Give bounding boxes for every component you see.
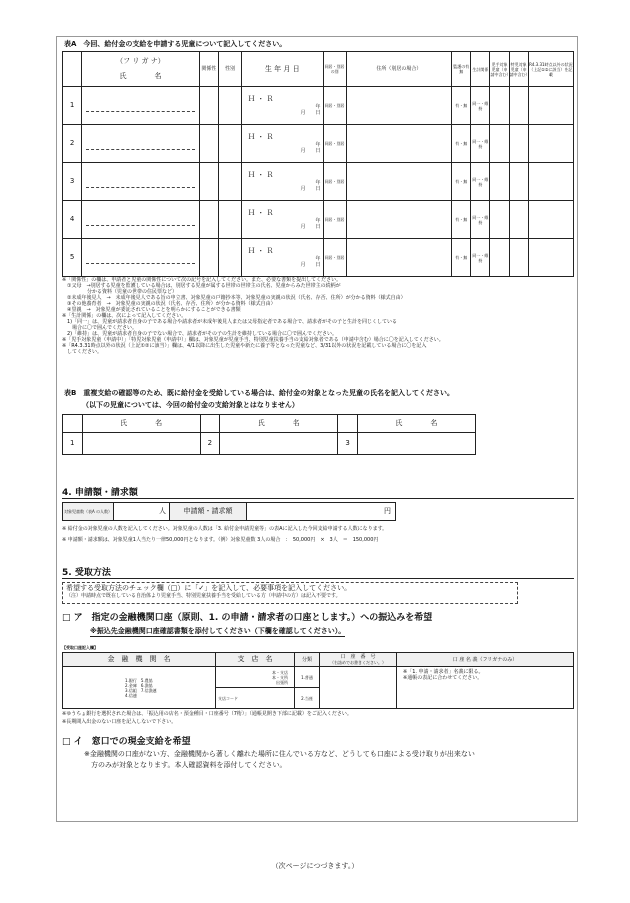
relation-header: 関係性 — [199, 52, 218, 87]
table-b: 氏 名 氏 名 氏 名 1 2 3 — [62, 414, 476, 455]
type-checking[interactable]: 2.当座 — [295, 688, 320, 709]
table-row: 1 Ｈ ・ Ｒ 年 月 日 同居・別居 有・無 同一・維持 — [63, 87, 574, 125]
table-row: 5 Ｈ ・ Ｒ 年 月 日 同居・別居 有・無 同一・維持 — [63, 239, 574, 277]
address-field[interactable] — [346, 87, 452, 125]
type-ordinary[interactable]: 1.普通 — [295, 667, 320, 688]
table-a — [62, 51, 574, 277]
option-a-checkbox[interactable]: □ ア 指定の金融機関口座（原則、1. の申請・請求者の口座とします。）への振込みを希望 — [62, 613, 433, 623]
table-a-notes: ※「関係性」の欄は、申請者と児童の関係性について次の記号を記入してください。また、必要な書類を提出してください。 ①父母 →別居する児童を監護している場合は、別居する児童が属する世帯の世帯主の氏名、児童からみた世帯主の続柄が 分かる資料（児童の世帯の住民票など） ②未成年後見人 → 未成年後見人である旨の申立書、対象児童の戸籍抄本等、対象児童の実親の状況（氏名、存否、住所）が分かる資料（様式自由） ③その他養育者 → 対象児童の実親の状況（氏名、存否、住所）が分かる資料（様式自由） ④里親 → 対象児童が委託されていることを明らかにすることができる書類 ※「生計関係」の欄は、次によって記入してください。 1)「同一」は、児童が請求者自身の子である場合や請求者が未成年後見人または父母指定者である場合で、請求者がその子と生計を同じくしている 場合に〇で囲んでください。 2)「維持」は、児童が請求者自身の子でない場合で、請求者がその子の生計を維持している場合に〇で囲んでください。 ※「児手対象児童（申請中）」「特児対象児童（申請中）」欄は、対象児童が児童手当、特別児童扶養手当の支給対象者である（申請中含む）場合に〇を記入してください。 ※「R4.3.31時点以外の状況（上記①②に該当）」欄は、4/1以降に出生した児童や新たに養子等となった児童など、3/31以外の状況を記載している場合に〇を記入 してください。 — [62, 277, 444, 355]
prior-child-name-2[interactable] — [220, 433, 338, 455]
section-4-title: 4. 申請額・請求額 — [62, 485, 574, 499]
amount-field[interactable]: 円 — [247, 503, 396, 521]
bank-account-table: 金 融 機 関 名 支 店 名 分類 口 座 番 号 （右詰めでお書きください。） 口 座 名 義（フリガナのみ） 1.銀行 5.農協 2.金庫 6.漁協 3.信組 7.信漁連 4.信連 本・支店 本・支所 出張所 1.普通 ※「1. 申請・請求者」名義に限る。 ※通帳の表記に合わせてください。 支店コード 2.当座 — [62, 652, 574, 709]
table-b-title: 表B 重複支給の確認等のため、既に給付金を受給している場合は、給付金の対象となった児童の氏名を記入してください。 — [64, 389, 455, 397]
gender-header: 性別 — [218, 52, 241, 87]
dob-field[interactable]: Ｈ ・ Ｒ 年 月 日 — [242, 87, 323, 125]
section-5-title: 5. 受取方法 — [62, 565, 574, 579]
gender-field[interactable] — [218, 87, 241, 125]
amount-table: 対象児童数（表A の人数） 人 申請額・請求額 円 — [62, 502, 396, 521]
child-name-field[interactable] — [82, 87, 200, 125]
instruction-box: 希望する受取方法のチェック欄（□）に「✓」を記入して、必要事項を記入してください。 （注）申請時点で既在している自治体より児童手当、特別児童扶養手当を受給している方（申請中の方）は記入不要です。 — [62, 582, 518, 604]
address-header: 住所（別居の場合） — [346, 52, 452, 87]
option-i-checkbox[interactable]: □ イ 窓口での現金支給を希望 — [62, 737, 191, 747]
dob-header: 生 年 月 日 — [242, 52, 323, 87]
livelihood-header: 生計関係 — [471, 52, 490, 87]
status-header: R4.3.31時点以外の状況（上記①②に該当）を記載 — [528, 52, 573, 87]
table-row: 4 Ｈ ・ Ｒ 年 月 日 同居・別居 有・無 同一・維持 — [63, 201, 574, 239]
name-header: 氏 名 — [119, 72, 162, 80]
branch-code-field[interactable]: 支店コード — [216, 688, 295, 709]
prior-child-name-1[interactable] — [82, 433, 200, 455]
child-allowance-header: 児手対象児童（申請中含む） — [490, 52, 509, 87]
cohabit-header: 同居・別居の別 — [323, 52, 346, 87]
table-a-title: 表A 今回、給付金の支給を申請する児童について記入してください。 — [64, 40, 287, 48]
continued-footer: （次ページにつづきます。） — [271, 862, 359, 870]
relation-field[interactable] — [199, 87, 218, 125]
child-count-field[interactable]: 人 — [114, 503, 170, 521]
table-row: 3 Ｈ ・ Ｒ 年 月 日 同居・別居 有・無 同一・維持 — [63, 163, 574, 201]
table-b-subtitle: （以下の児童については、今回の給付金の支給対象とはなりません） — [82, 401, 299, 409]
bank-name-field[interactable]: 1.銀行 5.農協 2.金庫 6.漁協 3.信組 7.信漁連 4.信連 — [63, 667, 216, 709]
account-number-field[interactable] — [320, 667, 397, 709]
branch-name-field[interactable]: 本・支店 本・支所 出張所 — [216, 667, 295, 688]
custody-header: 監護の有無 — [452, 52, 471, 87]
furigana-header: （フ リ ガ ナ） — [116, 57, 165, 65]
table-row: 2 Ｈ ・ Ｒ 年 月 日 同居・別居 有・無 同一・維持 — [63, 125, 574, 163]
special-allowance-header: 特児対象児童（申請中含む） — [509, 52, 528, 87]
account-holder-field[interactable]: ※「1. 申請・請求者」名義に限る。 ※通帳の表記に合わせてください。 — [397, 667, 574, 709]
prior-child-name-3[interactable] — [357, 433, 475, 455]
child-name-field[interactable] — [82, 125, 200, 163]
